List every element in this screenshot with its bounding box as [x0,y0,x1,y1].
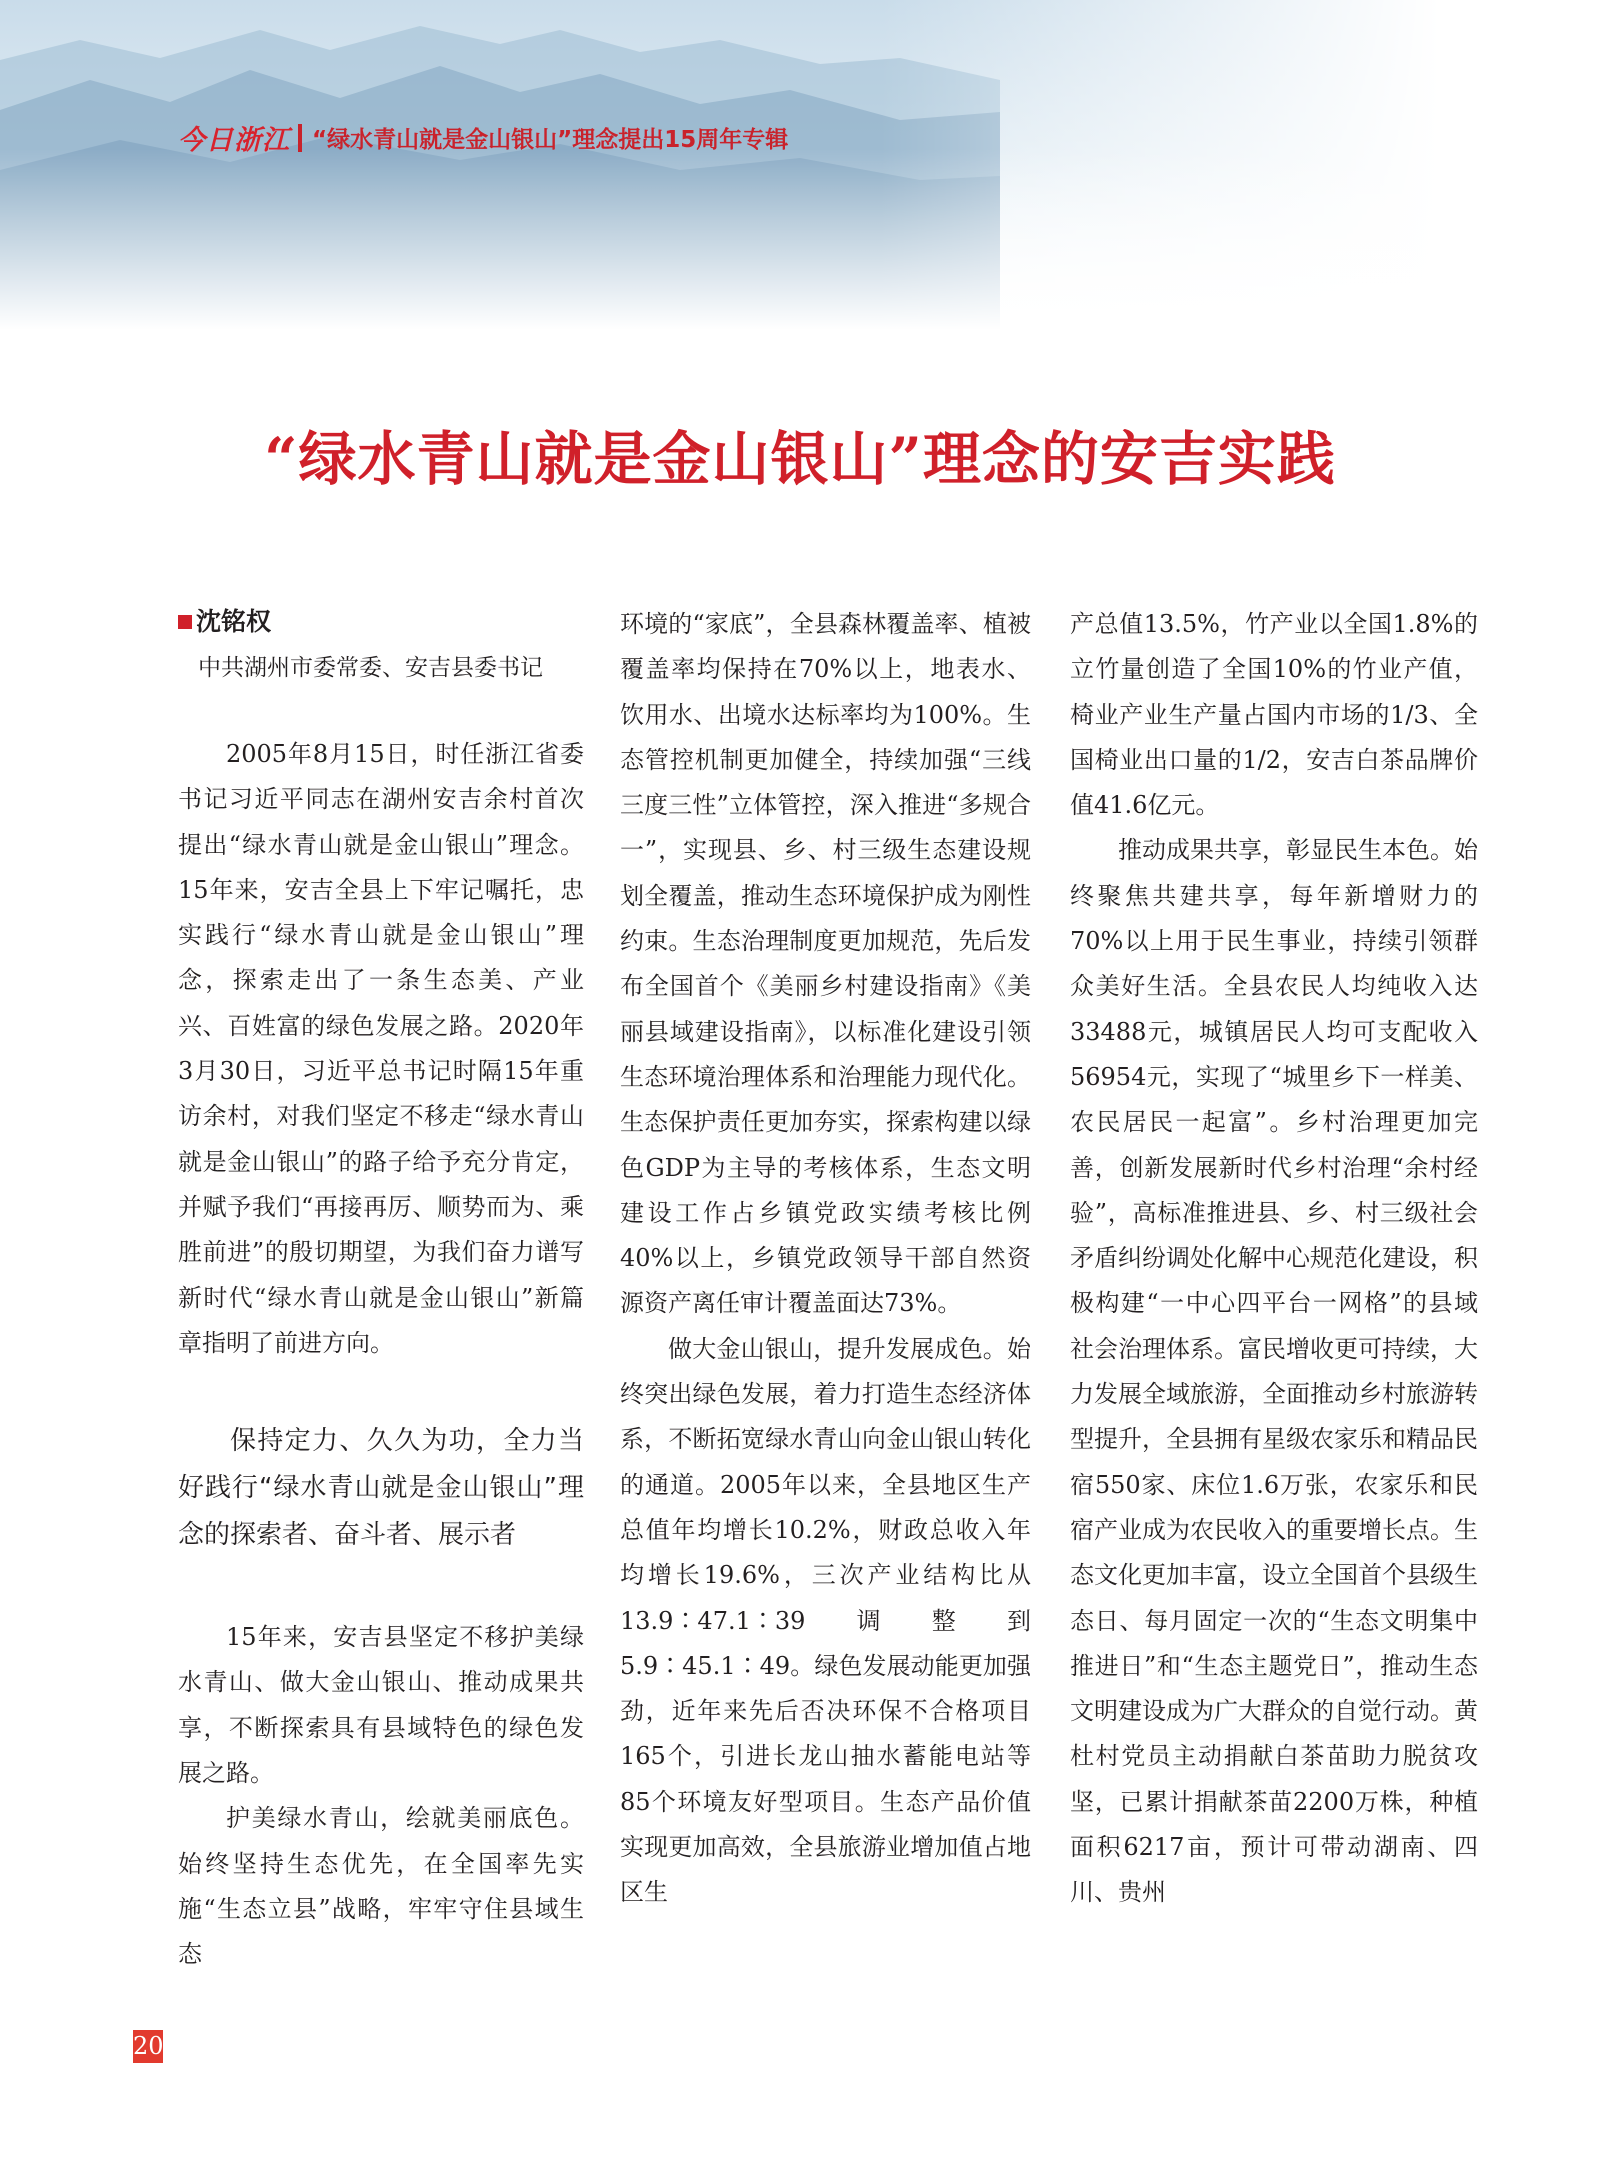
body-paragraph-people: 推动成果共享，彰显民生本色。始终聚焦共建共享，每年新增财力的70%以上用于民生事业，持续引领群众美好生活。全县农民人均纯收入达33488元，城镇居民人均可支配收入56954元，实现了“城里乡下一样美、农民居民一起富”。乡村治理更加完善，创新发展新时代乡村治理“余村经验”，高标准推进县、乡、村三级社会矛盾纠纷调处化解中心规范化建设，积极构建“一中心四平台一网格”的县域社会治理体系。富民增收更可持续，大力发展全域旅游，全面推动乡村旅游转型提升，全县拥有星级农家乐和精品民宿550家、床位1.6万张，农家乐和民宿产业成为农民收入的重要增长点。生态文化更加丰富，设立全国首个县级生态日、每月固定一次的“生态文明集中推进日”和“生态主题党日”，推动生态文明建设成为广大群众的自觉行动。黄杜村党员主动捐献白茶苗助力脱贫攻坚，已累计捐献茶苗2200万株，种植面积6217亩，预计可带动湖南、四川、贵州 [1070,836,1478,1907]
intro-paragraph: 2005年8月15日，时任浙江省委书记习近平同志在湖州安吉余村首次提出“绿水青山就是金山银山”理念。15年来，安吉全县上下牢记嘱托，忠实践行“绿水青山就是金山银山”理念，探索走出了一条生态美、产业兴、百姓富的绿色发展之路。2020年3月30日，习近平总书记时隔15年重访余村，对我们坚定不移走“绿水青山就是金山银山”的路子给予充分肯定，并赋予我们“再接再厉、顺势而为、乘胜前进”的殷切期望，为我们奋力谱写新时代“绿水青山就是金山银山”新篇章指明了前进方向。 [178,740,584,1357]
page-number: 20 [133,2030,163,2063]
body-paragraph-1: 15年来，安吉县坚定不移护美绿水青山、做大金山银山、推动成果共享，不断探索具有县域特色的绿色发展之路。 [178,1623,584,1788]
header-banner [0,0,1600,330]
magazine-logo: 今日浙江 [178,125,290,156]
body-paragraph-2: 护美绿水青山，绘就美丽底色。始终坚持生态优先，在全国率先实施“生态立县”战略，牢牢守住县域生态 [178,1804,584,1969]
text-column-1 [178,602,584,1978]
mountain-illustration [0,0,1600,330]
header-divider [298,124,302,152]
text-column-2 [620,602,1031,1916]
author-square-icon [178,615,192,629]
text-column-3 [1070,602,1478,1916]
author-line [178,602,584,642]
body-paragraph-gold-cont: 产总值13.5%，竹产业以全国1.8%的立竹量创造了全国10%的竹业产值，椅业产业生产量占国内市场的1/3、全国椅业出口量的1/2，安吉白茶品牌价值41.6亿元。 [1070,610,1478,820]
body-paragraph-green: 环境的“家底”，全县森林覆盖率、植被覆盖率均保持在70%以上，地表水、饮用水、出境水达标率均为100%。生态管控机制更加健全，持续加强“三线三度三性”立体管控，深入推进“多规合一”，实现县、乡、村三级生态建设规划全覆盖，推动生态环境保护成为刚性约束。生态治理制度更加规范，先后发布全国首个《美丽乡村建设指南》《美丽县域建设指南》，以标准化建设引领生态环境治理体系和治理能力现代化。生态保护责任更加夯实，探索构建以绿色GDP为主导的考核体系，生态文明建设工作占乡镇党政实绩考核比例40%以上，乡镇党政领导干部自然资源资产离任审计覆盖面达73%。 [620,610,1031,1318]
author-name: 沈铭权 [196,607,272,636]
article-title: “绿水青山就是金山银山”理念的安吉实践 [264,425,1336,493]
special-issue-title: “绿水青山就是金山银山”理念提出15周年专辑 [312,127,789,153]
author-affiliation: 中共湖州市委常委、安吉县委书记 [198,655,543,681]
magazine-header [178,118,788,157]
section-subheading: 保持定力、久久为功，全力当好践行“绿水青山就是金山银山”理念的探索者、奋斗者、展示者 [178,1426,584,1551]
body-paragraph-gold: 做大金山银山，提升发展成色。始终突出绿色发展，着力打造生态经济体系，不断拓宽绿水青山向金山银山转化的通道。2005年以来，全县地区生产总值年均增长10.2%，财政总收入年均增长19.6%，三次产业结构比从13.9∶47.1∶39调整到5.9∶45.1∶49。绿色发展动能更加强劲，近年来先后否决环保不合格项目165个，引进长龙山抽水蓄能电站等85个环境友好型项目。生态产品价值实现更加高效，全县旅游业增加值占地区生 [620,1334,1031,1907]
